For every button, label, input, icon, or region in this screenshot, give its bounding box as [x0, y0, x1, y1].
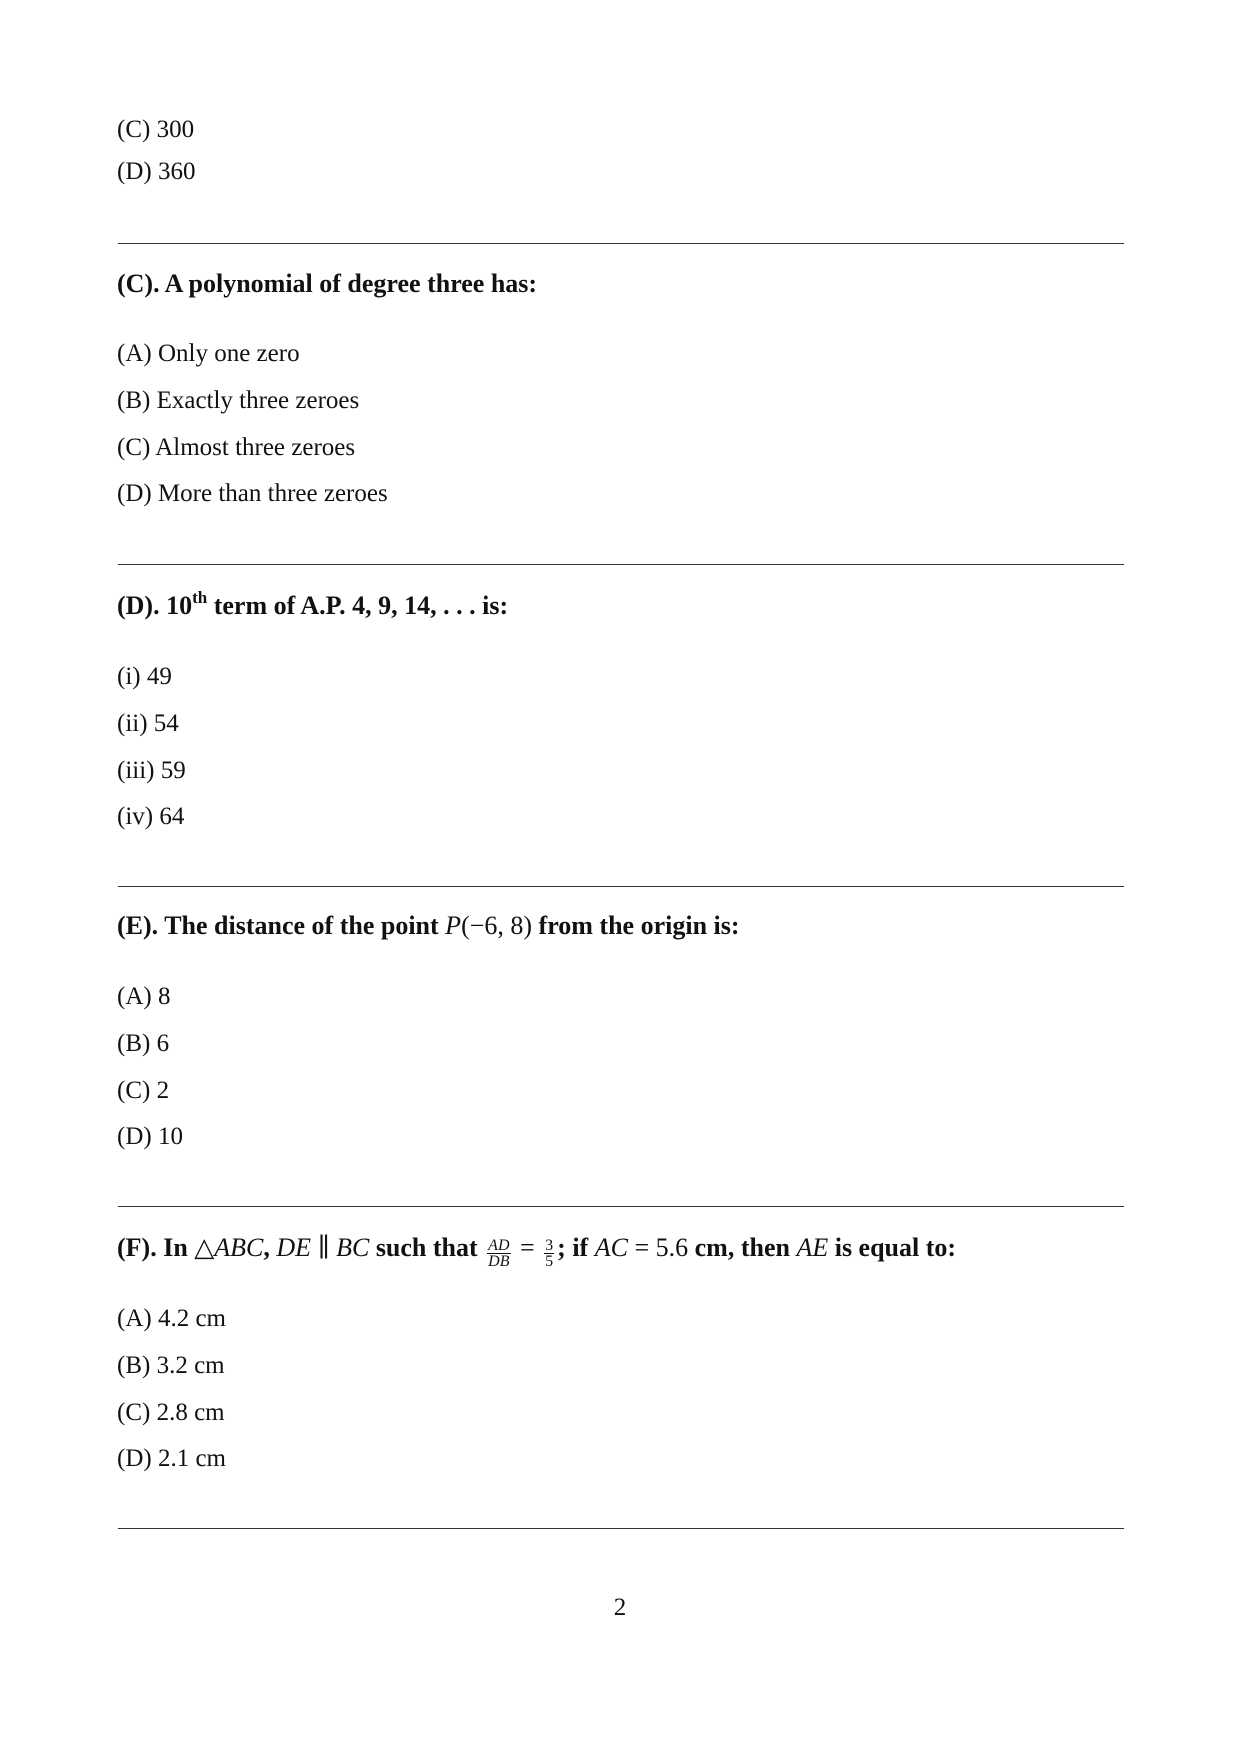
triangle-symbol: △: [194, 1233, 215, 1262]
text-in: In: [163, 1233, 188, 1262]
term-number: 10: [166, 591, 193, 620]
equals-sign: =: [520, 1233, 535, 1262]
fraction-ratio: [544, 1238, 554, 1269]
question-e: [117, 910, 740, 942]
option: (iv) 64: [117, 803, 185, 830]
divider: [118, 564, 1124, 565]
segment-bc: BC: [336, 1233, 370, 1262]
comma: ,: [263, 1233, 270, 1262]
text-if: ; if: [557, 1233, 589, 1262]
point-coords: (−6, 8): [461, 911, 533, 940]
triangle-name: ABC: [214, 1233, 264, 1262]
divider: [118, 886, 1124, 887]
question-label: (C).: [117, 269, 160, 298]
question-text-tail: is equal to:: [834, 1233, 957, 1262]
divider: [118, 243, 1124, 244]
ratio-numerator: 3: [545, 1237, 554, 1254]
option: (A) 8: [117, 983, 171, 1010]
ordinal-suffix: th: [192, 588, 208, 607]
question-text: The distance of the point: [164, 911, 439, 940]
option: (B) Exactly three zeroes: [117, 387, 360, 414]
length-ae: AE: [796, 1233, 829, 1262]
ratio-denominator: 5: [545, 1253, 554, 1270]
prev-option-c: (C) 300: [117, 116, 195, 143]
option: (A) 4.2 cm: [117, 1305, 226, 1332]
fraction-ad-db: [487, 1238, 510, 1269]
page-number: 2: [613, 1594, 627, 1621]
question-text: A polynomial of degree three has:: [164, 269, 538, 298]
text-such-that: such that: [375, 1233, 478, 1262]
segment-de: DE: [276, 1233, 312, 1262]
question-f: [117, 1232, 956, 1269]
question-label: (F).: [117, 1233, 157, 1262]
option: (i) 49: [117, 663, 172, 690]
question-text: term of A.P. 4, 9, 14, . . . is:: [213, 591, 509, 620]
option: (A) Only one zero: [117, 340, 300, 367]
divider: [118, 1206, 1124, 1207]
fraction-numerator: AD: [488, 1237, 510, 1254]
option: (ii) 54: [117, 710, 179, 737]
fraction-denominator: DB: [488, 1253, 510, 1270]
option: (C) Almost three zeroes: [117, 434, 356, 461]
option: (B) 6: [117, 1030, 170, 1057]
divider: [118, 1528, 1124, 1529]
point-name: P: [445, 911, 462, 940]
parallel-symbol: ∥: [317, 1233, 330, 1262]
option: (D) 2.1 cm: [117, 1445, 226, 1472]
question-label: (D).: [117, 591, 160, 620]
option: (iii) 59: [117, 757, 186, 784]
question-d: [117, 590, 508, 622]
option: (B) 3.2 cm: [117, 1352, 225, 1379]
question-c: [117, 268, 537, 300]
ac-value: = 5.6: [634, 1233, 689, 1262]
option: (C) 2: [117, 1077, 170, 1104]
option: (D) 10: [117, 1123, 183, 1150]
text-then: cm, then: [694, 1233, 790, 1262]
question-text-tail: from the origin is:: [538, 911, 740, 940]
option: (C) 2.8 cm: [117, 1399, 225, 1426]
question-label: (E).: [117, 911, 159, 940]
prev-option-d: (D) 360: [117, 158, 196, 185]
length-ac: AC: [594, 1233, 628, 1262]
option: (D) More than three zeroes: [117, 480, 388, 507]
